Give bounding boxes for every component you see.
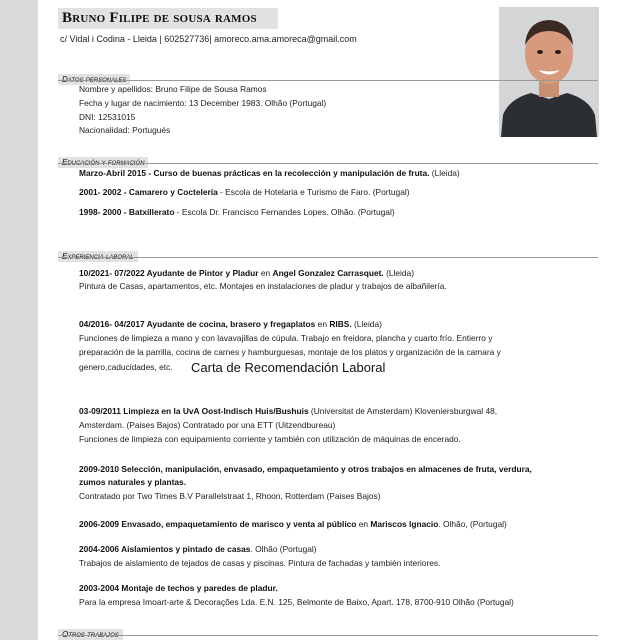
personal-dni: DNI: 12531015 — [79, 112, 136, 122]
personal-birth: Fecha y lugar de nacimiento: 13 December 1983. Olhão (Portugal) — [79, 98, 327, 108]
job-description: preparación de la parrilla, cocina de carnes y hamburguesas, montaje de los platos y organización de la camara y — [79, 347, 501, 357]
job-heading: 2004-2006 Aislamientos y pintado de casas. Olhão (Portugal) — [79, 544, 317, 554]
cv-page — [38, 0, 640, 640]
personal-nationality: Nacionalidad: Portugués — [79, 125, 171, 135]
section-personal — [58, 69, 598, 81]
section-divider — [58, 163, 598, 164]
job-description: Pintura de Casas, apartamentos, etc. Montajes en instalaciones de pladur y trabajos de albañilería. — [79, 281, 447, 291]
job-heading: 10/2021- 07/2022 Ayudante de Pintor y Pladur en Angel Gonzalez Carrasquet. (Lleida) — [79, 268, 415, 278]
education-item: 2001- 2002 - Camarero y Coctelería - Escola de Hotelaria e Turismo de Faro. (Portugal) — [79, 187, 410, 197]
recommendation-letter-text: Carta de Recomendación Laboral — [191, 360, 386, 375]
job-heading: 2006-2009 Envasado, empaquetamiento de marisco y venta al público en Mariscos Ignacio. Olhão, (Portugal) — [79, 519, 507, 529]
section-experience — [58, 246, 598, 258]
job-description: genero,caducidades, etc. — [79, 362, 173, 372]
education-item: Marzo-Abril 2015 - Curso de buenas prácticas en la recolección y manipulación de fruta. (Lleida) — [79, 168, 460, 178]
education-item: 1998- 2000 - Batxillerato - Escola Dr. Francisco Fernandes Lopes. Olhão. (Portugal) — [79, 207, 395, 217]
section-divider — [58, 257, 598, 258]
section-others — [58, 624, 598, 636]
section-divider — [58, 80, 598, 81]
contact-line: c/ Vidal i Codina - Lleida | 602527736| amoreco.ama.amoreca@gmail.com — [60, 34, 357, 44]
candidate-name: Bruno Filipe de sousa ramos — [62, 10, 257, 26]
job-heading: 04/2016- 04/2017 Ayudante de cocina, brasero y fregaplatos en RIBS. (Lleida) — [79, 319, 382, 329]
job-description: Funciones de limpieza a mano y con lavavajillas de cúpula. Trabajo en freidora, plancha y cuarto frío. Entierro y — [79, 333, 493, 343]
job-heading: 03-09/2011 Limpieza en la UvA Oost-Indisch Huis/Bushuis (Universitat de Amsterdam) Kloveniersburgwal 48, — [79, 406, 498, 416]
job-heading: zumos naturales y plantas. — [79, 477, 187, 487]
job-description: Contratado por Two Times B.V Parallelstraat 1, Rhoon, Rotterdam (Paises Bajos) — [79, 491, 381, 501]
job-description: Amsterdam. (Paises Bajos) Contratado por una ETT (Uitzendbureau) — [79, 420, 336, 430]
job-heading: 2009-2010 Selección, manipulación, envasado, empaquetamiento y otros trabajos en almacenes de fruta, verdura, — [79, 464, 532, 474]
section-divider — [58, 635, 598, 636]
job-description: Trabajos de aislamiento de tejados de casas y piscinas. Pintura de fachadas y también interiores. — [79, 558, 441, 568]
job-description: Para la empresa Imoart-arte & Decorações Lda. E.N. 125, Belmonte de Baixo, Apart. 178, 8700-910 Olhão (Portugal) — [79, 597, 514, 607]
job-heading: 2003-2004 Montaje de techos y paredes de pladur. — [79, 583, 278, 593]
name-banner — [58, 8, 278, 29]
section-education — [58, 152, 598, 164]
personal-name: Nombre y apellidos: Bruno Filipe de Sousa Ramos — [79, 84, 267, 94]
left-margin-bar — [0, 0, 38, 640]
job-description: Funciones de limpieza con equipamiento corriente y también con utilización de máquinas de encerado. — [79, 434, 461, 444]
